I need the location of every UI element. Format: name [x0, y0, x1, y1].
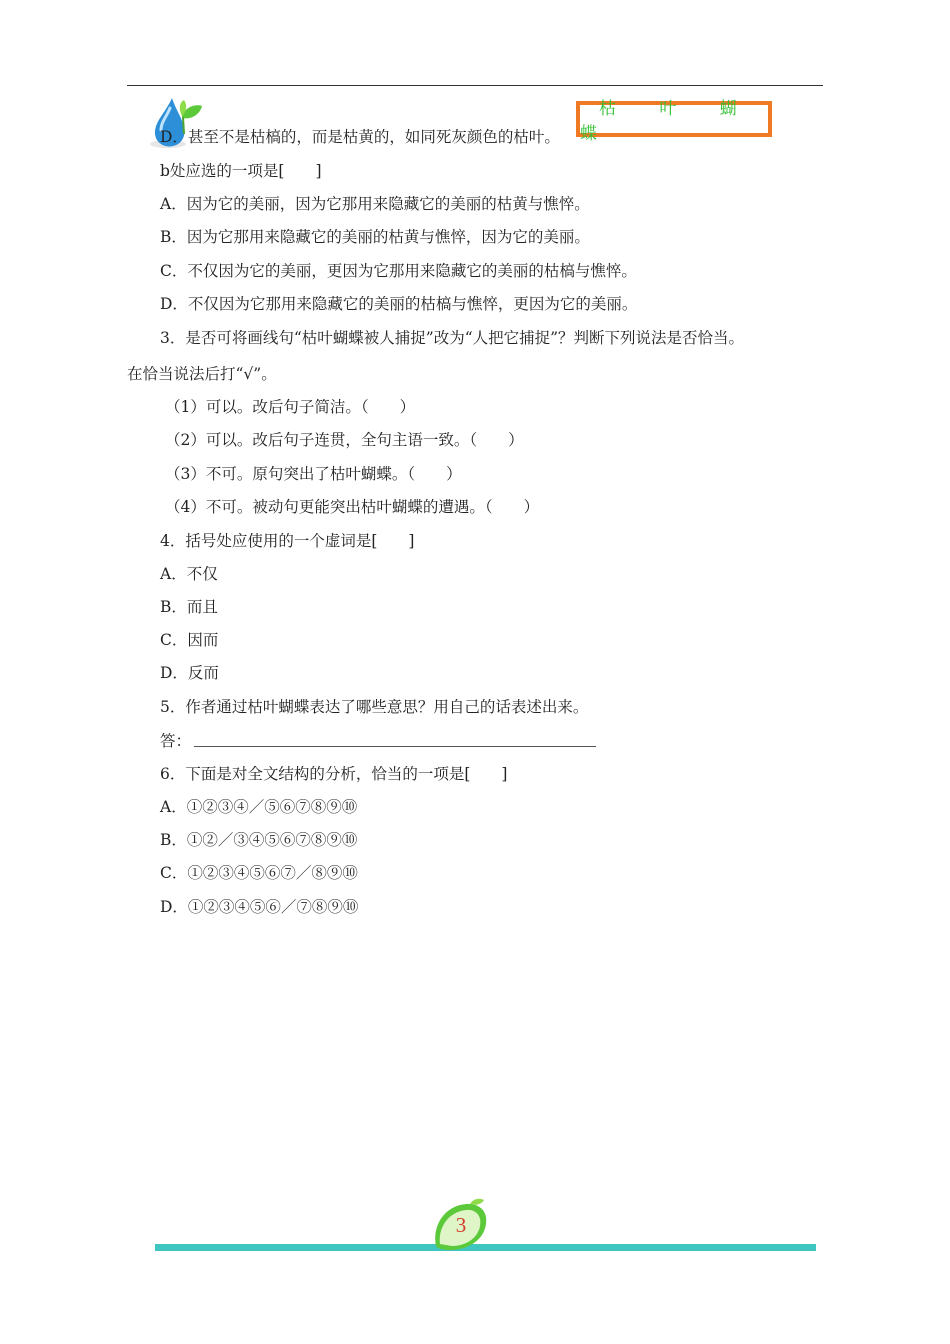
chapter-title: 枯 叶 蝴 蝶 [580, 99, 756, 144]
text-line: B．因为它那用来隐藏它的美丽的枯黄与憔悴，因为它的美丽。 [160, 228, 590, 246]
text-line: 4．括号处应使用的一个虚词是[ ] [160, 532, 415, 550]
answer-blank-line [194, 746, 596, 747]
text-line: C．①②③④⑤⑥⑦／⑧⑨⑩ [160, 864, 358, 882]
text-line: （1）可以。改后句子简洁。（ ） [165, 398, 416, 416]
text-line: 3．是否可将画线句“枯叶蝴蝶被人捕捉”改为“人把它捕捉”？判断下列说法是否恰当。 [160, 329, 745, 347]
text-line: C．不仅因为它的美丽，更因为它那用来隐藏它的美丽的枯槁与憔悴。 [160, 262, 637, 280]
text-line: C．因而 [160, 631, 219, 649]
text-line: （3）不可。原句突出了枯叶蝴蝶。（ ） [165, 465, 462, 483]
chapter-title-box [576, 99, 772, 144]
text-line: b处应选的一项是[ ] [160, 162, 322, 180]
text-line: （4）不可。被动句更能突出枯叶蝴蝶的遭遇。（ ） [165, 498, 540, 516]
text-line: A．因为它的美丽，因为它那用来隐藏它的美丽的枯黄与憔悴。 [160, 195, 590, 213]
text-line: B．而且 [160, 598, 218, 616]
text-line: 5．作者通过枯叶蝴蝶表达了哪些意思？用自己的话表述出来。 [160, 698, 589, 716]
text-line: D．①②③④⑤⑥／⑦⑧⑨⑩ [160, 898, 359, 916]
text-line: （2）可以。改后句子连贯，全句主语一致。（ ） [165, 431, 524, 449]
page-number: 3 [455, 1213, 467, 1237]
text-line: 在恰当说法后打“√”。 [127, 365, 277, 383]
text-line: 6．下面是对全文结构的分析，恰当的一项是[ ] [160, 765, 508, 783]
header-rule [127, 85, 823, 86]
answer-label: 答： [160, 732, 192, 750]
text-line: A．①②③④／⑤⑥⑦⑧⑨⑩ [160, 798, 358, 816]
text-line: D．不仅因为它那用来隐藏它的美丽的枯槁与憔悴，更因为它的美丽。 [160, 295, 638, 313]
text-line: D．甚至不是枯槁的，而是枯黄的，如同死灰颜色的枯叶。 [160, 128, 560, 146]
text-line: D．反而 [160, 664, 219, 682]
text-line: A．不仅 [160, 565, 218, 583]
text-line: B．①②／③④⑤⑥⑦⑧⑨⑩ [160, 831, 358, 849]
